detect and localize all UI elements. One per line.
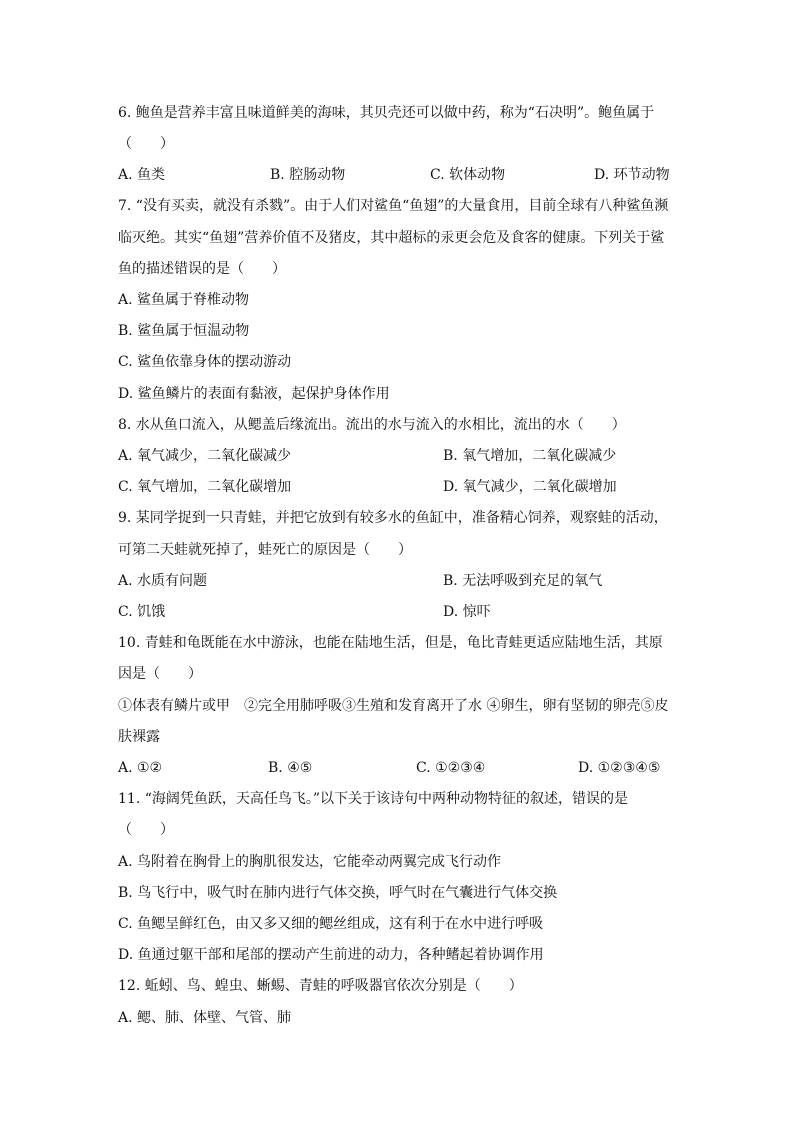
question-7-stem-line-2: 临灭绝。其实“鱼翅”营养价值不及猪皮，其中超标的汞更会危及食客的健康。下列关于鲨 [118, 230, 665, 246]
question-6-option-a: A. 鱼类 [118, 167, 166, 183]
question-6-option-c: C. 软体动物 [430, 167, 506, 183]
question-10-stem-line-2: 因是（ ） [118, 666, 202, 682]
question-6-option-b: B. 腔肠动物 [270, 167, 346, 183]
question-7-option-c: C. 鲨鱼依靠身体的摆动游动 [118, 354, 292, 370]
question-8-stem: 8. 水从鱼口流入，从鳃盖后缘流出。流出的水与流入的水相比，流出的水（ ） [118, 417, 626, 433]
question-11-option-a: A. 鸟附着在胸骨上的胸肌很发达，它能牵动两翼完成飞行动作 [118, 854, 502, 870]
question-10-statement-line-1: ①体表有鳞片或甲 ②完全用肺呼吸③生殖和发育离开了水 ④卵生，卵有坚韧的卵壳⑤皮 [118, 698, 669, 714]
question-8-option-b: B. 氧气增加，二氧化碳减少 [443, 448, 617, 464]
question-7-option-b: B. 鲨鱼属于恒温动物 [118, 323, 250, 339]
question-7-stem-line-1: 7. “没有买卖，就没有杀戮”。由于人们对鲨鱼“鱼翅”的大量食用，目前全球有八种鲨鱼濒 [118, 198, 669, 214]
question-11-stem: 11. “海阔凭鱼跃，天高任鸟飞。”以下关于该诗句中两种动物特征的叙述，错误的是 [118, 791, 629, 807]
question-9-option-c: C. 饥饿 [118, 604, 166, 620]
question-12-option-a: A. 鳃、肺、体壁、气管、肺 [118, 1010, 292, 1026]
question-7-stem-line-3: 鱼的描述错误的是（ ） [118, 261, 286, 277]
question-11-option-c: C. 鱼鳃呈鲜红色，由又多又细的鳃丝组成，这有利于在水中进行呼吸 [118, 916, 544, 932]
question-8-option-c: C. 氧气增加，二氧化碳增加 [118, 479, 292, 495]
question-6-paren: （ ） [118, 136, 174, 152]
question-11-paren: （ ） [118, 822, 174, 838]
question-6-option-d: D. 环节动物 [594, 167, 670, 183]
question-10-option-a: A. ①② [118, 760, 163, 776]
question-9-stem-line-2: 可第二天蛙就死掉了，蛙死亡的原因是（ ） [118, 542, 412, 558]
question-11-option-b: B. 鸟飞行中，吸气时在肺内进行气体交换，呼气时在气囊进行气体交换 [118, 885, 558, 901]
question-9-option-d: D. 惊吓 [443, 604, 491, 620]
question-9-option-b: B. 无法呼吸到充足的氧气 [443, 573, 603, 589]
question-10-option-d: D. ①②③④⑤ [578, 760, 661, 776]
question-8-option-d: D. 氧气减少，二氧化碳增加 [443, 479, 617, 495]
question-10-option-c: C. ①②③④ [416, 760, 486, 776]
question-6-stem: 6. 鲍鱼是营养丰富且味道鲜美的海味，其贝壳还可以做中药，称为“石决明”。鲍鱼属于 [118, 105, 655, 121]
question-10-statement-line-2: 肤裸露 [118, 729, 160, 745]
question-8-option-a: A. 氧气减少，二氧化碳减少 [118, 448, 292, 464]
question-11-option-d: D. 鱼通过躯干部和尾部的摆动产生前进的动力，各种鳍起着协调作用 [118, 947, 544, 963]
question-9-stem-line-1: 9. 某同学捉到一只青蛙，并把它放到有较多水的鱼缸中，准备精心饲养，观察蛙的活动， [118, 510, 668, 526]
question-7-option-a: A. 鲨鱼属于脊椎动物 [118, 292, 250, 308]
question-10-stem-line-1: 10. 青蛙和龟既能在水中游泳，也能在陆地生活，但是，龟比青蛙更适应陆地生活，其原 [118, 635, 663, 651]
question-12-stem: 12. 蚯蚓、鸟、蝗虫、蜥蜴、青蛙的呼吸器官依次分别是（ ） [118, 978, 523, 994]
question-9-option-a: A. 水质有问题 [118, 573, 208, 589]
question-10-option-b: B. ④⑤ [268, 760, 313, 776]
question-7-option-d: D. 鲨鱼鳞片的表面有黏液，起保护身体作用 [118, 386, 390, 402]
